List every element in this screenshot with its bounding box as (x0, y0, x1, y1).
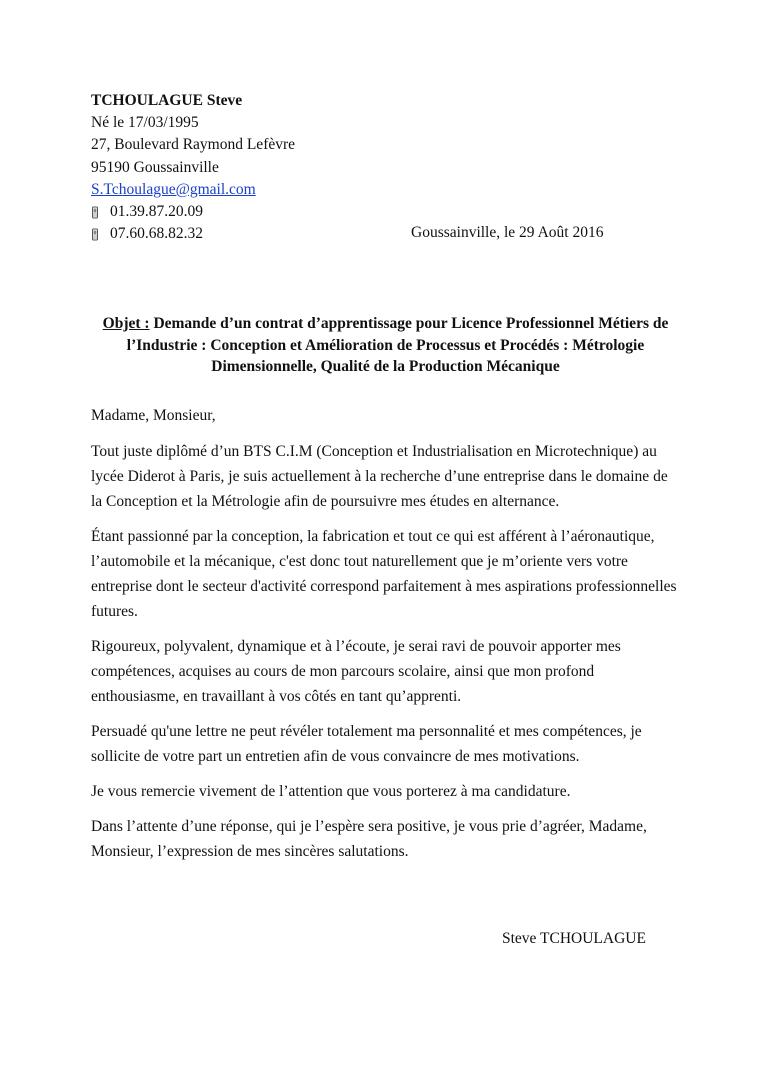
body-paragraph: Persuadé qu'une lettre ne peut révéler totalement ma personnalité et mes compétences, je sollicite de votre part un entretien afin de vous convaincre de mes motivations. (91, 723, 642, 765)
subject-label: Objet : (102, 315, 150, 332)
sender-phone-landline-line (91, 201, 295, 223)
signature: Steve TCHOULAGUE (502, 930, 646, 947)
sender-phone-landline: 01.39.87.20.09 (110, 203, 203, 221)
sender-name: TCHOULAGUE Steve (91, 92, 243, 109)
subject-text: Demande d’un contrat d’apprentissage pour Licence Professionnel Métiers de l’Industrie : Conception et Amélioration de Processus et Procédés : Métrologie Dimensionnelle, Qualité de la Production Mécanique (126, 315, 669, 375)
body-paragraph: Rigoureux, polyvalent, dynamique et à l’écoute, je serai ravi de pouvoir apporter mes compétences, acquises au cours de mon parcours scolaire, ainsi que mon profond enthousiasme, en travaillant à vos côtés en tant qu’apprenti. (91, 638, 621, 705)
body-paragraph: Étant passionné par la conception, la fabrication et tout ce qui est afférent à l’aéronautique, l’automobile et la mécanique, c'est donc tout naturellement que je m’oriente vers votre entreprise dont le secteur d'activité correspond parfaitement à mes aspirations professionnelles futures. (91, 528, 677, 620)
sender-phone-mobile: 07.60.68.82.32 (110, 225, 203, 243)
place-and-date: Goussainville, le 29 Août 2016 (411, 224, 604, 241)
sender-birth: Né le 17/03/1995 (91, 114, 199, 132)
mobile-phone-icon (91, 228, 99, 241)
sender-phone-mobile-line (91, 223, 295, 245)
sender-address-line1: 27, Boulevard Raymond Lefèvre (91, 136, 296, 154)
body-paragraph: Dans l’attente d’une réponse, qui je l’espère sera positive, je vous prie d’agréer, Madame, Monsieur, l’expression de mes sincères salutations. (91, 818, 647, 860)
greeting: Madame, Monsieur, (91, 407, 216, 424)
subject-line (88, 313, 683, 378)
body-paragraph: Tout juste diplômé d’un BTS C.I.M (Conception et Industrialisation en Microtechnique) au lycée Diderot à Paris, je suis actuellement à la recherche d’une entreprise dans le domaine de la Conception et la Métrologie afin de poursuivre mes études en alternance. (91, 443, 668, 510)
body-paragraph: Je vous remercie vivement de l’attention que vous porterez à ma candidature. (91, 783, 571, 800)
sender-email-link[interactable]: S.Tchoulague@gmail.com (91, 180, 256, 198)
sender-address-line2: 95190 Goussainville (91, 158, 219, 176)
mobile-phone-icon (91, 206, 99, 219)
letter-body (91, 403, 681, 874)
sender-block (91, 90, 295, 245)
